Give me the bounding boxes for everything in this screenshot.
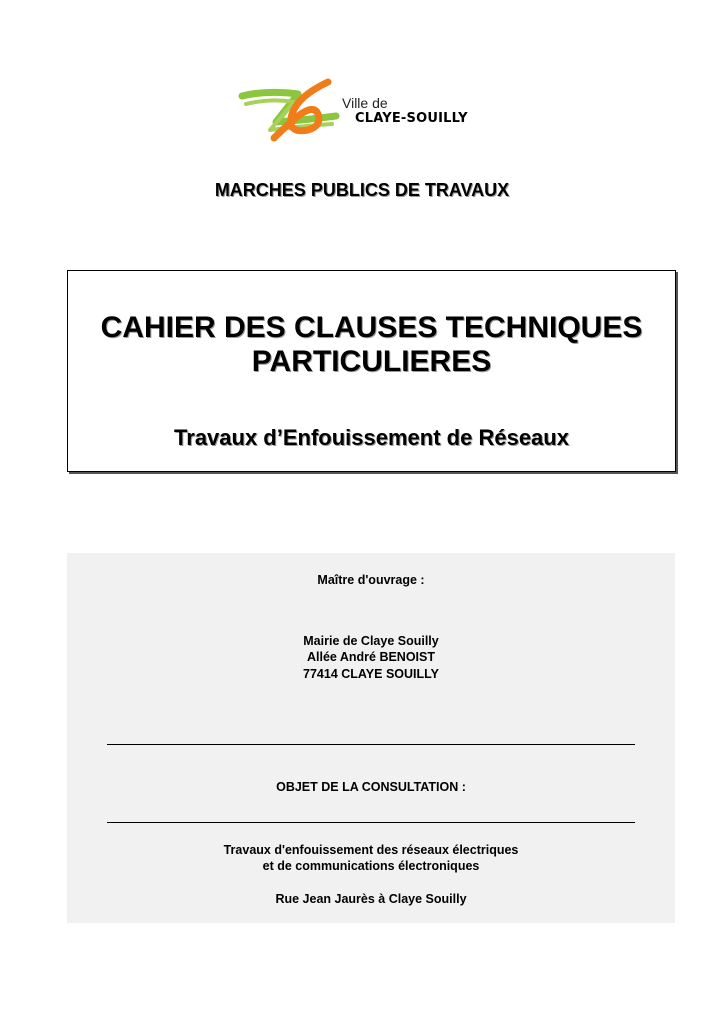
- object-line-2: et de communications électroniques: [262, 859, 480, 873]
- owner-city: 77414 CLAYE SOUILLY: [303, 667, 439, 681]
- subtitle: Travaux d’Enfouissement de Réseaux: [174, 425, 569, 450]
- logo-line-ville-de: Ville de: [342, 95, 388, 111]
- logo: [236, 76, 498, 144]
- divider: [107, 744, 635, 745]
- object-location: Rue Jean Jaurès à Claye Souilly: [275, 892, 467, 906]
- divider: [107, 822, 635, 823]
- logo-line-town: CLAYE-SOUILLY: [355, 111, 468, 126]
- main-title-line-2: PARTICULIERES: [251, 345, 492, 378]
- object-label: OBJET DE LA CONSULTATION :: [276, 780, 466, 794]
- owner-street: Allée André BENOIST: [306, 650, 436, 664]
- info-box: [67, 553, 675, 923]
- title-box: [67, 270, 676, 472]
- owner-label: Maître d'ouvrage :: [317, 573, 425, 587]
- object-line-1: Travaux d'enfouissement des réseaux électriques: [223, 843, 519, 857]
- main-title-line-1: CAHIER DES CLAUSES TECHNIQUES: [100, 311, 643, 344]
- main-title: [68, 311, 675, 379]
- document-type-heading: MARCHES PUBLICS DE TRAVAUX: [214, 180, 510, 200]
- owner-name: Mairie de Claye Souilly: [303, 634, 439, 648]
